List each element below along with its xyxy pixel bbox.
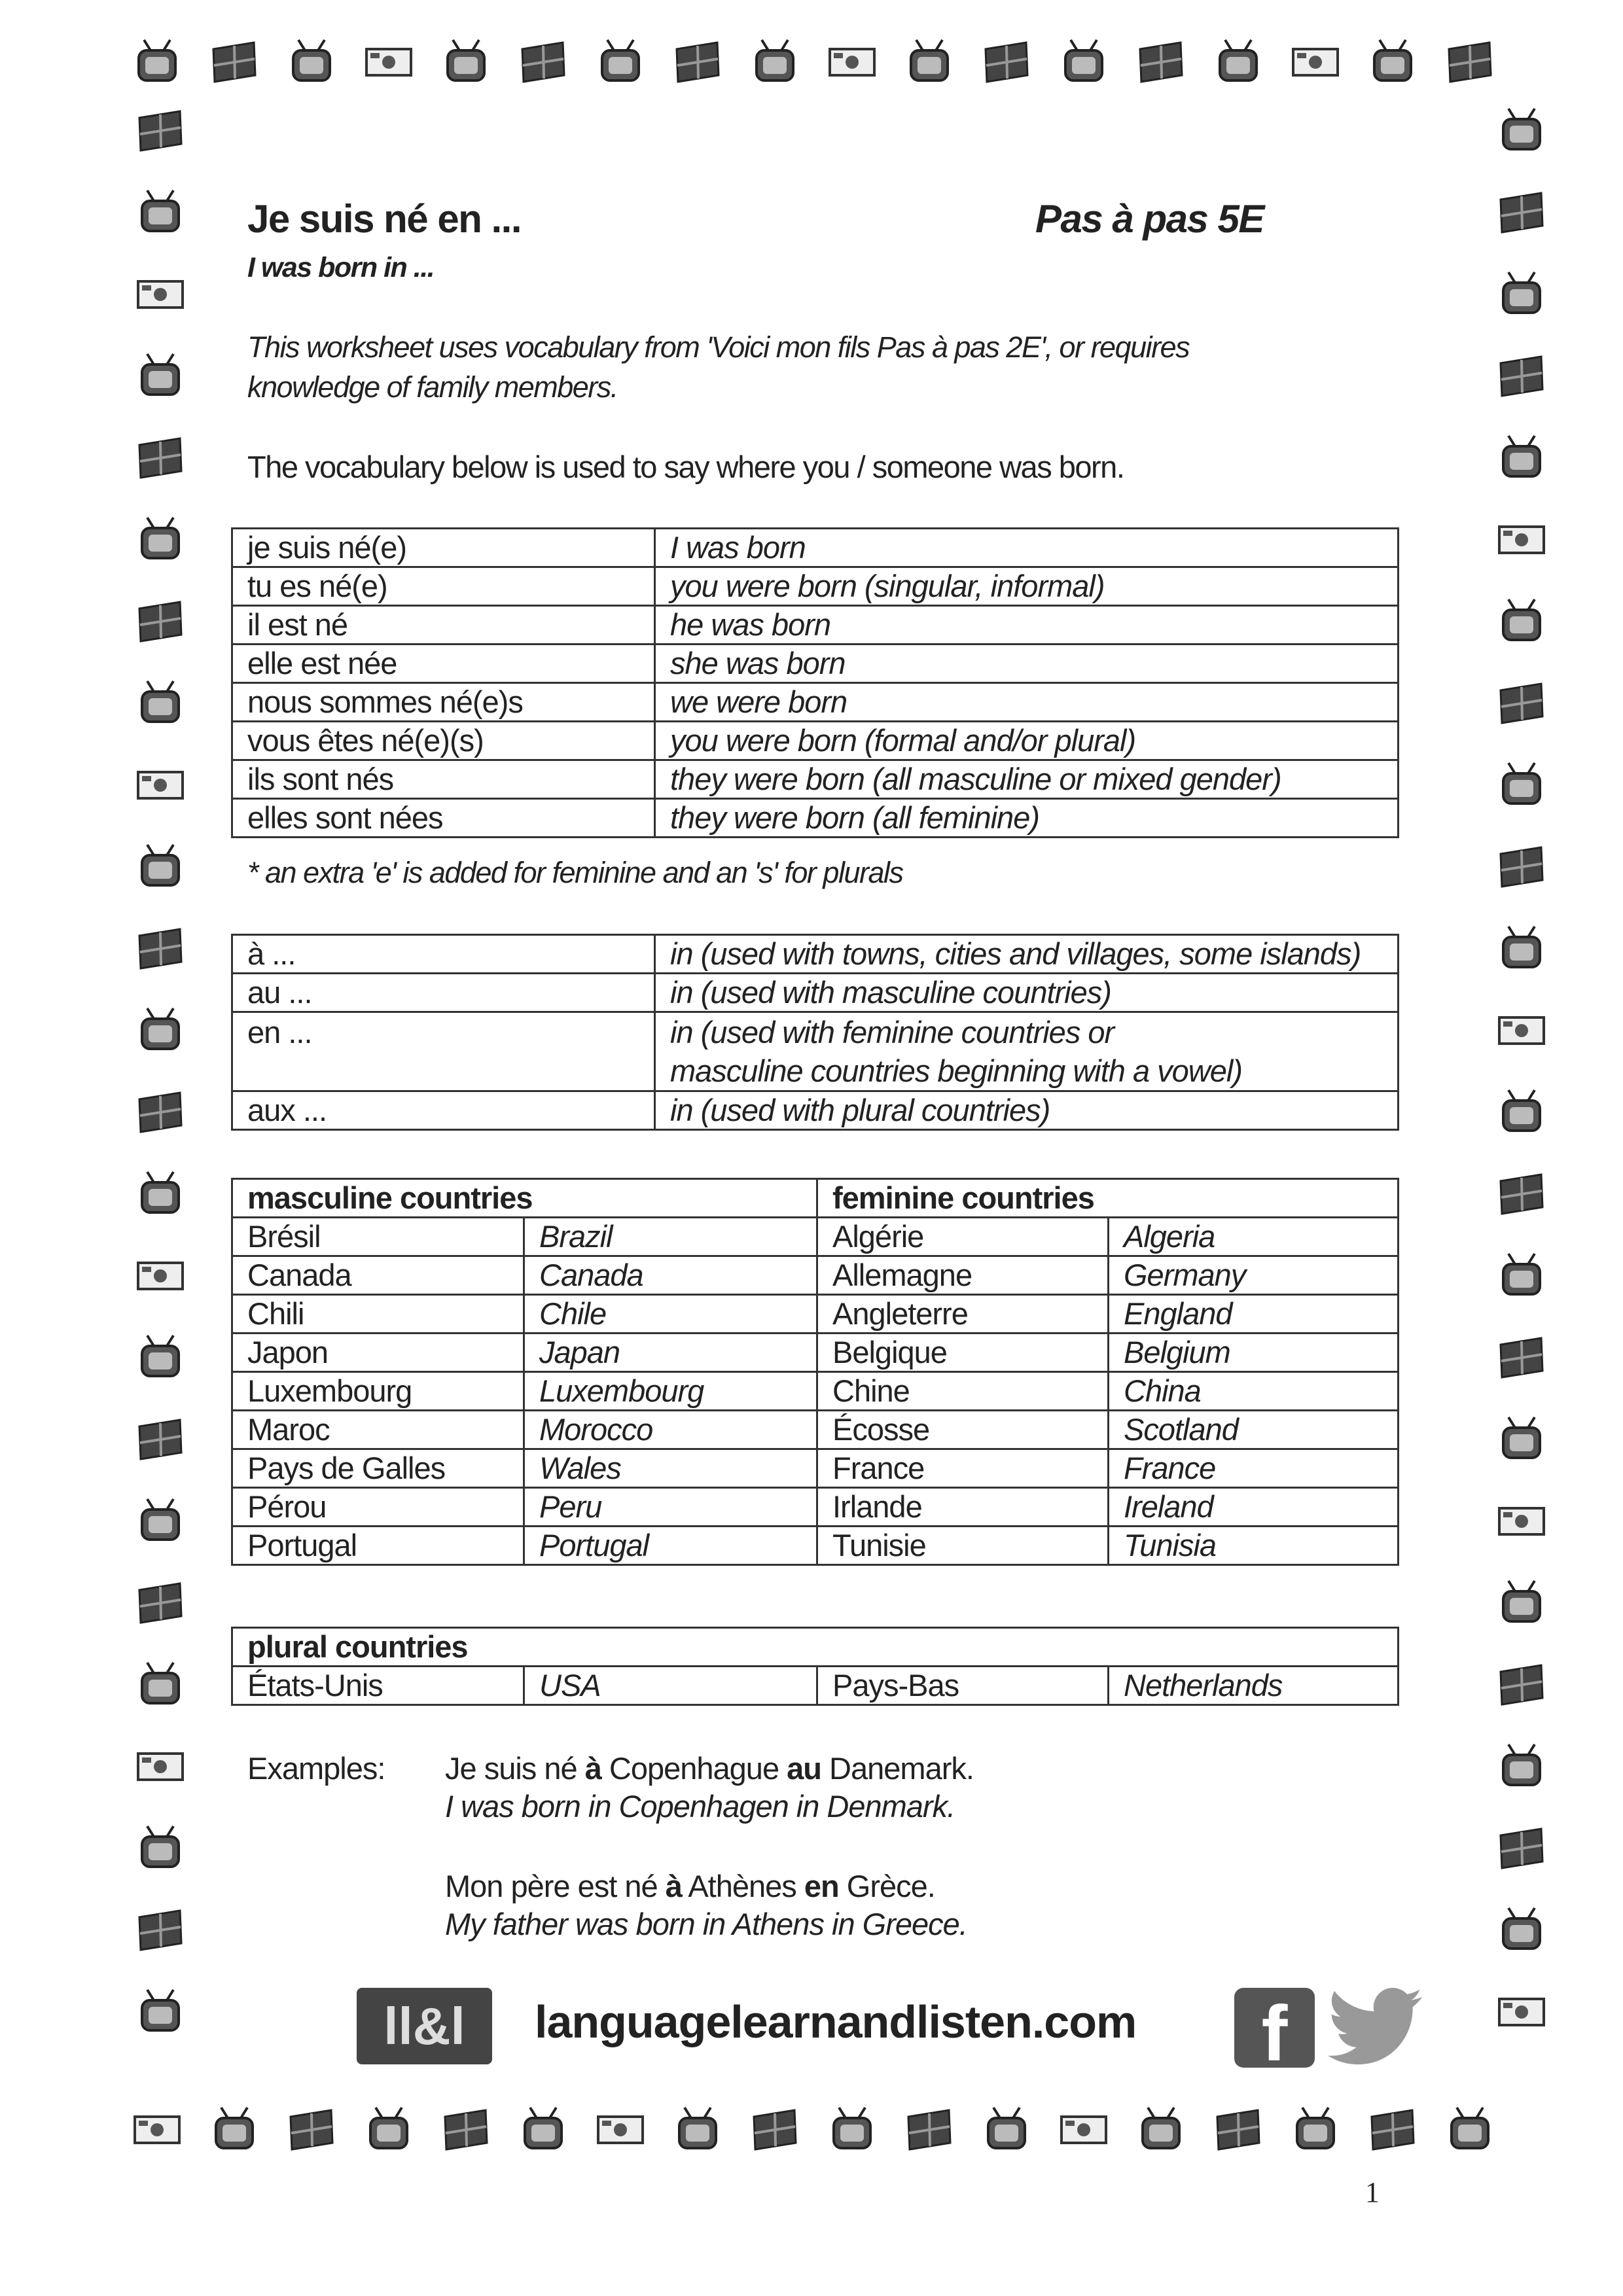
example-1 xyxy=(445,1750,974,1786)
tv-icon xyxy=(594,36,647,88)
verb-table xyxy=(231,527,1399,838)
table-row xyxy=(232,799,1399,838)
cell: Algeria xyxy=(1109,1218,1399,1256)
table-row xyxy=(232,1488,1399,1527)
cell: Tunisie xyxy=(817,1527,1109,1565)
tv-icon xyxy=(134,1004,187,1057)
table-row xyxy=(232,1218,1399,1256)
cell: Peru xyxy=(524,1488,817,1527)
cell: Irlande xyxy=(817,1488,1109,1527)
cell: en ... xyxy=(232,1012,655,1091)
banknote-icon xyxy=(1289,36,1342,88)
cell: China xyxy=(1109,1372,1399,1411)
table-row xyxy=(232,760,1399,799)
tv-icon xyxy=(1495,1740,1548,1793)
flag-icon xyxy=(134,1413,187,1466)
flag-icon xyxy=(134,432,187,484)
cell: ils sont nés xyxy=(232,760,655,799)
tv-icon xyxy=(980,2104,1033,2156)
twitter-icon[interactable] xyxy=(1325,1988,1427,2068)
tv-icon xyxy=(363,2104,415,2156)
flag-icon xyxy=(134,923,187,975)
cell: États-Unis xyxy=(232,1667,524,1705)
bold-text: en xyxy=(804,1869,839,1903)
footnote: * an extra 'e' is added for feminine and an 's' for plurals xyxy=(247,856,903,889)
banknote-icon xyxy=(1495,1004,1548,1057)
cell: Portugal xyxy=(524,1527,817,1565)
preposition-table xyxy=(231,934,1399,1131)
intro-line-1: This worksheet uses vocabulary from 'Voici mon fils Pas à pas 2E', or requires xyxy=(247,330,1190,364)
flag-icon xyxy=(208,36,260,88)
flag-icon xyxy=(1495,186,1548,239)
tv-icon xyxy=(1495,1577,1548,1629)
cell: I was born xyxy=(655,529,1399,567)
flag-icon xyxy=(1366,2104,1419,2156)
flag-icon xyxy=(1495,350,1548,402)
table-row xyxy=(232,1091,1399,1130)
plural-countries-table xyxy=(231,1627,1399,1706)
banknote-icon xyxy=(134,1740,187,1793)
cell: Wales xyxy=(524,1449,817,1488)
flag-icon xyxy=(440,2104,492,2156)
cell: we were born xyxy=(655,683,1399,722)
flag-icon xyxy=(1495,1168,1548,1220)
cell: Pays de Galles xyxy=(232,1449,524,1488)
table-row xyxy=(232,645,1399,683)
flag-icon xyxy=(1444,36,1496,88)
table-row xyxy=(232,1372,1399,1411)
tv-icon xyxy=(134,1986,187,2038)
cell: Japon xyxy=(232,1333,524,1372)
cell: you were born (formal and/or plural) xyxy=(655,722,1399,760)
flag-icon xyxy=(134,1086,187,1139)
cell: il est né xyxy=(232,606,655,645)
flag-icon xyxy=(1495,841,1548,893)
page-title: Je suis né en ... xyxy=(247,197,522,241)
cell: Belgium xyxy=(1109,1333,1399,1372)
tv-icon xyxy=(1495,759,1548,811)
example-2-translation: My father was born in Athens in Greece. xyxy=(445,1907,967,1941)
tv-icon xyxy=(134,677,187,730)
cell: Maroc xyxy=(232,1411,524,1449)
tv-icon xyxy=(134,186,187,239)
tv-icon xyxy=(285,36,338,88)
table-row xyxy=(232,722,1399,760)
cell: tu es né(e) xyxy=(232,567,655,606)
cell: Portugal xyxy=(232,1527,524,1565)
text: Mon père est né xyxy=(445,1869,666,1903)
tv-icon xyxy=(440,36,492,88)
banknote-icon xyxy=(594,2104,647,2156)
cell: aux ... xyxy=(232,1091,655,1130)
cell: in (used with feminine countries or masculine countries beginning with a vowel) xyxy=(655,1012,1399,1091)
cell: vous êtes né(e)(s) xyxy=(232,722,655,760)
tv-icon xyxy=(1495,105,1548,157)
bold-text: à xyxy=(665,1869,682,1903)
tv-icon xyxy=(1495,432,1548,484)
tv-icon xyxy=(517,2104,569,2156)
flag-icon xyxy=(134,595,187,648)
banknote-icon xyxy=(131,2104,183,2156)
table-row xyxy=(232,1449,1399,1488)
website-link[interactable]: languagelearnandlisten.com xyxy=(535,1996,1137,2047)
banknote-icon xyxy=(134,1250,187,1302)
vocab-intro: The vocabulary below is used to say where you / someone was born. xyxy=(247,450,1124,484)
cell: Pays-Bas xyxy=(817,1667,1109,1705)
series-label: Pas à pas 5E xyxy=(1035,197,1264,241)
intro-text xyxy=(247,327,1360,407)
tv-icon xyxy=(1366,36,1419,88)
cell: Belgique xyxy=(817,1333,1109,1372)
text: Copenhague xyxy=(601,1751,787,1786)
flag-icon xyxy=(903,2104,955,2156)
table-row xyxy=(232,1667,1399,1705)
flag-icon xyxy=(134,105,187,157)
tv-icon xyxy=(1495,268,1548,321)
cell: nous sommes né(e)s xyxy=(232,683,655,722)
banknote-icon xyxy=(1495,1495,1548,1547)
tv-icon xyxy=(1444,2104,1496,2156)
page-number: 1 xyxy=(1365,2176,1380,2208)
flag-icon xyxy=(134,1577,187,1629)
cell: Japan xyxy=(524,1333,817,1372)
tv-icon xyxy=(134,350,187,402)
table-row xyxy=(232,529,1399,567)
cell: you were born (singular, informal) xyxy=(655,567,1399,606)
cell: Chile xyxy=(524,1295,817,1333)
flag-icon xyxy=(1495,1659,1548,1711)
tv-icon xyxy=(134,1822,187,1875)
examples-label: Examples: xyxy=(247,1751,385,1786)
banknote-icon xyxy=(826,36,878,88)
tv-icon xyxy=(131,36,183,88)
tv-icon xyxy=(1495,1250,1548,1302)
table-row xyxy=(232,1256,1399,1295)
table-row xyxy=(232,1411,1399,1449)
cell: Algérie xyxy=(817,1218,1109,1256)
text: Je suis né xyxy=(445,1751,585,1786)
banknote-icon xyxy=(1495,1986,1548,2038)
cell: France xyxy=(817,1449,1109,1488)
flag-icon xyxy=(749,2104,801,2156)
site-logo: ll&l xyxy=(357,1988,492,2064)
cell: je suis né(e) xyxy=(232,529,655,567)
flag-icon xyxy=(1495,1822,1548,1875)
flag-icon xyxy=(1212,2104,1264,2156)
flag-icon xyxy=(671,36,724,88)
cell: Luxembourg xyxy=(232,1372,524,1411)
tv-icon xyxy=(134,1495,187,1547)
cell: Germany xyxy=(1109,1256,1399,1295)
table-row xyxy=(232,974,1399,1012)
cell: Canada xyxy=(524,1256,817,1295)
plural-header: plural countries xyxy=(232,1628,1399,1667)
tv-icon xyxy=(134,1168,187,1220)
table-row xyxy=(232,567,1399,606)
cell: elles sont nées xyxy=(232,799,655,838)
flag-icon xyxy=(285,2104,338,2156)
flag-icon xyxy=(1135,36,1187,88)
banknote-icon xyxy=(363,36,415,88)
tv-icon xyxy=(134,841,187,893)
tv-icon xyxy=(1289,2104,1342,2156)
cell: Écosse xyxy=(817,1411,1109,1449)
cell: Tunisia xyxy=(1109,1527,1399,1565)
cell: USA xyxy=(524,1667,817,1705)
text: Grèce. xyxy=(838,1869,935,1903)
text: Danemark. xyxy=(821,1751,974,1786)
masculine-header: masculine countries xyxy=(232,1179,817,1218)
table-header-row xyxy=(232,1179,1399,1218)
tv-icon xyxy=(671,2104,724,2156)
tv-icon xyxy=(903,36,955,88)
cell: Brazil xyxy=(524,1218,817,1256)
cell: Chili xyxy=(232,1295,524,1333)
cell: they were born (all feminine) xyxy=(655,799,1399,838)
cell: Allemagne xyxy=(817,1256,1109,1295)
tv-icon xyxy=(208,2104,260,2156)
tv-icon xyxy=(134,1332,187,1384)
cell: Scotland xyxy=(1109,1411,1399,1449)
table-row xyxy=(232,1295,1399,1333)
tv-icon xyxy=(1058,36,1110,88)
flag-icon xyxy=(1495,677,1548,730)
table-row xyxy=(232,935,1399,974)
tv-icon xyxy=(1495,1413,1548,1466)
table-row xyxy=(232,1333,1399,1372)
feminine-header: feminine countries xyxy=(817,1179,1399,1218)
cell: Angleterre xyxy=(817,1295,1109,1333)
tv-icon xyxy=(1495,1086,1548,1139)
cell: au ... xyxy=(232,974,655,1012)
cell: Canada xyxy=(232,1256,524,1295)
page-subtitle: I was born in ... xyxy=(247,252,435,283)
cell: Chine xyxy=(817,1372,1109,1411)
cell: she was born xyxy=(655,645,1399,683)
tv-icon xyxy=(749,36,801,88)
cell: they were born (all masculine or mixed gender) xyxy=(655,760,1399,799)
cell: elle est née xyxy=(232,645,655,683)
flag-icon xyxy=(517,36,569,88)
cell: Ireland xyxy=(1109,1488,1399,1527)
example-2 xyxy=(445,1868,935,1904)
cell: à ... xyxy=(232,935,655,974)
banknote-icon xyxy=(1495,514,1548,566)
table-row xyxy=(232,1527,1399,1565)
intro-line-2: knowledge of family members. xyxy=(247,370,618,404)
facebook-icon[interactable]: f xyxy=(1234,1988,1315,2068)
flag-icon xyxy=(134,1904,187,1956)
table-row xyxy=(232,606,1399,645)
cell: Netherlands xyxy=(1109,1667,1399,1705)
tv-icon xyxy=(1495,595,1548,648)
tv-icon xyxy=(1495,1904,1548,1956)
tv-icon xyxy=(134,1659,187,1711)
cell: he was born xyxy=(655,606,1399,645)
cell: Luxembourg xyxy=(524,1372,817,1411)
tv-icon xyxy=(826,2104,878,2156)
cell: France xyxy=(1109,1449,1399,1488)
cell: Morocco xyxy=(524,1411,817,1449)
cell: Brésil xyxy=(232,1218,524,1256)
text: Athènes xyxy=(681,1869,804,1903)
table-row xyxy=(232,683,1399,722)
example-1-translation: I was born in Copenhagen in Denmark. xyxy=(445,1789,955,1824)
tv-icon xyxy=(1135,2104,1187,2156)
table-row xyxy=(232,1012,1399,1091)
flag-icon xyxy=(1495,1332,1548,1384)
cell: Pérou xyxy=(232,1488,524,1527)
tv-icon xyxy=(1212,36,1264,88)
table-header-row xyxy=(232,1628,1399,1667)
cell: in (used with plural countries) xyxy=(655,1091,1399,1130)
banknote-icon xyxy=(134,759,187,811)
flag-icon xyxy=(980,36,1033,88)
cell: in (used with towns, cities and villages, some islands) xyxy=(655,935,1399,974)
bold-text: au xyxy=(787,1751,821,1786)
countries-table xyxy=(231,1178,1399,1566)
tv-icon xyxy=(134,514,187,566)
bold-text: à xyxy=(584,1751,601,1786)
banknote-icon xyxy=(134,268,187,321)
cell: in (used with masculine countries) xyxy=(655,974,1399,1012)
tv-icon xyxy=(1495,923,1548,975)
cell: England xyxy=(1109,1295,1399,1333)
banknote-icon xyxy=(1058,2104,1110,2156)
